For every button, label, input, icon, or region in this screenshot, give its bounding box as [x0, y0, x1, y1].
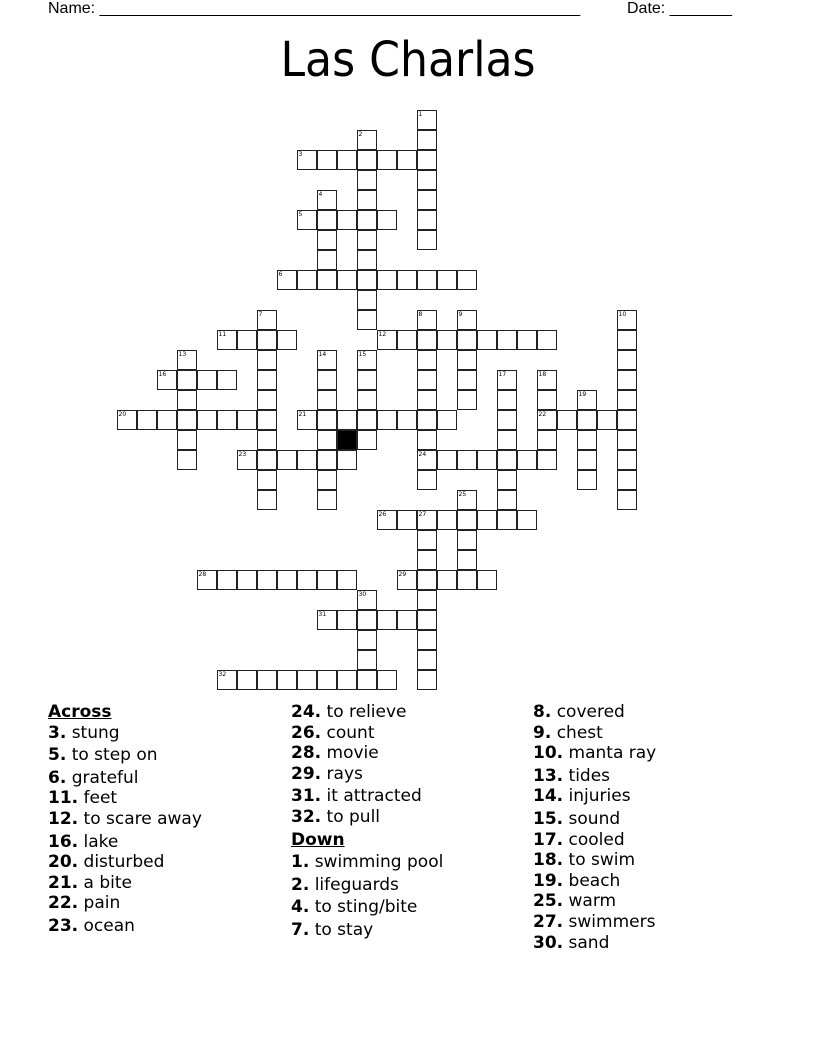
grid-cell[interactable] — [457, 350, 477, 370]
grid-cell[interactable] — [617, 310, 637, 330]
grid-cell[interactable] — [297, 450, 317, 470]
grid-cell[interactable] — [537, 330, 557, 350]
grid-cell[interactable] — [317, 670, 337, 690]
grid-cell[interactable] — [357, 370, 377, 390]
grid-cell[interactable] — [577, 450, 597, 470]
grid-cell[interactable] — [437, 570, 457, 590]
grid-cell[interactable] — [357, 250, 377, 270]
grid-cell[interactable] — [417, 190, 437, 210]
clue-number: 14 — [318, 350, 327, 358]
clue-number: 6 — [278, 270, 283, 278]
grid-cell[interactable] — [337, 150, 357, 170]
clue-across-6: 6. grateful — [48, 767, 139, 788]
grid-cell[interactable] — [417, 570, 437, 590]
grid-cell[interactable] — [297, 270, 317, 290]
grid-cell[interactable] — [297, 670, 317, 690]
grid-cell[interactable] — [257, 310, 277, 330]
clue-number: 18 — [538, 370, 547, 378]
grid-cell[interactable] — [357, 150, 377, 170]
grid-cell[interactable] — [337, 410, 357, 430]
grid-cell[interactable] — [257, 410, 277, 430]
clues-column-1 — [48, 702, 202, 937]
clue-number: 28 — [198, 570, 207, 578]
grid-cell[interactable] — [337, 610, 357, 630]
grid-cell[interactable] — [457, 270, 477, 290]
grid-cell[interactable] — [477, 330, 497, 350]
grid-cell[interactable] — [357, 270, 377, 290]
grid-cell[interactable] — [257, 570, 277, 590]
clue-number: 2 — [358, 130, 363, 138]
grid-cell[interactable] — [517, 330, 537, 350]
grid-cell[interactable] — [377, 150, 397, 170]
grid-cell[interactable] — [177, 410, 197, 430]
grid-cell[interactable] — [337, 450, 357, 470]
grid-cell[interactable] — [377, 330, 397, 350]
grid-cell[interactable] — [417, 430, 437, 450]
clue-number: 31 — [318, 610, 327, 618]
grid-cell[interactable] — [397, 330, 417, 350]
grid-cell[interactable] — [417, 350, 437, 370]
clue-down-19: 19. beach — [533, 870, 621, 891]
grid-cell[interactable] — [317, 450, 337, 470]
grid-cell[interactable] — [257, 330, 277, 350]
clue-down-17: 17. cooled — [533, 829, 625, 850]
grid-cell[interactable] — [317, 370, 337, 390]
grid-cell[interactable] — [337, 570, 357, 590]
clue-across-16: 16. lake — [48, 831, 119, 852]
grid-cell[interactable] — [497, 510, 517, 530]
clue-across-21: 21. a bite — [48, 872, 132, 893]
clue-across-12: 12. to scare away — [48, 808, 202, 829]
grid-cell[interactable] — [417, 150, 437, 170]
grid-cell[interactable] — [617, 470, 637, 490]
grid-cell[interactable] — [457, 550, 477, 570]
grid-cell[interactable] — [377, 410, 397, 430]
grid-cell[interactable] — [257, 350, 277, 370]
grid-cell[interactable] — [577, 430, 597, 450]
grid-cell[interactable] — [417, 550, 437, 570]
grid-cell[interactable] — [257, 390, 277, 410]
grid-cell[interactable] — [417, 630, 437, 650]
grid-cell[interactable] — [617, 410, 637, 430]
grid-cell[interactable] — [197, 570, 217, 590]
grid-cell[interactable] — [217, 410, 237, 430]
grid-cell[interactable] — [457, 510, 477, 530]
clue-across-3: 3. stung — [48, 722, 120, 743]
clue-number: 7 — [258, 310, 263, 318]
clue-down-2: 2. lifeguards — [291, 874, 399, 895]
grid-cell[interactable] — [417, 410, 437, 430]
grid-cell[interactable] — [237, 570, 257, 590]
grid-cell[interactable] — [237, 670, 257, 690]
clue-number: 32 — [218, 670, 227, 678]
grid-cell[interactable] — [417, 390, 437, 410]
clue-number: 26 — [378, 510, 387, 518]
grid-cell[interactable] — [317, 390, 337, 410]
grid-cell[interactable] — [257, 670, 277, 690]
grid-cell[interactable] — [417, 210, 437, 230]
clue-number: 21 — [298, 410, 307, 418]
grid-cell[interactable] — [357, 210, 377, 230]
grid-cell[interactable] — [417, 510, 437, 530]
grid-cell[interactable] — [357, 630, 377, 650]
grid-cell[interactable] — [277, 450, 297, 470]
grid-cell[interactable] — [457, 450, 477, 470]
grid-cell[interactable] — [357, 290, 377, 310]
grid-cell[interactable] — [157, 370, 177, 390]
grid-cell[interactable] — [357, 390, 377, 410]
grid-cell[interactable] — [597, 410, 617, 430]
grid-cell[interactable] — [557, 410, 577, 430]
grid-cell[interactable] — [617, 490, 637, 510]
grid-cell[interactable] — [497, 450, 517, 470]
clues-column-2 — [291, 702, 443, 941]
grid-cell[interactable] — [297, 150, 317, 170]
clue-down-15: 15. sound — [533, 808, 621, 829]
grid-cell[interactable] — [357, 650, 377, 670]
grid-cell[interactable] — [277, 330, 297, 350]
grid-cell[interactable] — [457, 330, 477, 350]
clue-down-9: 9. chest — [533, 722, 603, 743]
grid-cell[interactable] — [397, 510, 417, 530]
clue-number: 27 — [418, 510, 427, 518]
clue-down-8: 8. covered — [533, 702, 625, 722]
grid-cell[interactable] — [497, 410, 517, 430]
grid-cell[interactable] — [417, 230, 437, 250]
grid-cell[interactable] — [537, 430, 557, 450]
clue-number: 17 — [498, 370, 507, 378]
grid-cell[interactable] — [497, 330, 517, 350]
clue-number: 29 — [398, 570, 407, 578]
grid-cell[interactable] — [417, 470, 437, 490]
grid-cell[interactable] — [217, 670, 237, 690]
grid-cell[interactable] — [577, 470, 597, 490]
grid-cell[interactable] — [537, 410, 557, 430]
grid-cell[interactable] — [357, 170, 377, 190]
grid-cell[interactable] — [237, 450, 257, 470]
grid-cell[interactable] — [237, 330, 257, 350]
grid-cell[interactable] — [297, 570, 317, 590]
grid-cell[interactable] — [317, 430, 337, 450]
grid-cell[interactable] — [317, 250, 337, 270]
grid-cell[interactable] — [457, 390, 477, 410]
grid-cell[interactable] — [377, 210, 397, 230]
grid-cell[interactable] — [357, 430, 377, 450]
grid-cell[interactable] — [477, 450, 497, 470]
grid-cell[interactable] — [317, 230, 337, 250]
grid-cell[interactable] — [317, 570, 337, 590]
grid-cell[interactable] — [357, 230, 377, 250]
grid-cell[interactable] — [177, 390, 197, 410]
grid-cell[interactable] — [477, 570, 497, 590]
grid-cell[interactable] — [297, 210, 317, 230]
grid-cell[interactable] — [337, 210, 357, 230]
grid-cell[interactable] — [317, 210, 337, 230]
grid-cell[interactable] — [617, 430, 637, 450]
clue-number: 9 — [458, 310, 463, 318]
grid-cell[interactable] — [197, 410, 217, 430]
grid-cell[interactable] — [117, 410, 137, 430]
grid-cell[interactable] — [417, 170, 437, 190]
grid-cell[interactable] — [437, 330, 457, 350]
grid-cell[interactable] — [357, 190, 377, 210]
grid-cell[interactable] — [437, 270, 457, 290]
clue-across-31: 31. it attracted — [291, 786, 422, 807]
grid-cell[interactable] — [497, 390, 517, 410]
clue-across-11: 11. feet — [48, 788, 118, 809]
grid-cell[interactable] — [497, 490, 517, 510]
grid-cell[interactable] — [257, 470, 277, 490]
grid-cell[interactable] — [377, 610, 397, 630]
grid-cell[interactable] — [277, 670, 297, 690]
black-cell — [337, 430, 357, 450]
grid-cell[interactable] — [617, 450, 637, 470]
grid-cell[interactable] — [457, 570, 477, 590]
grid-cell[interactable] — [317, 190, 337, 210]
clues-column-3 — [533, 702, 656, 953]
grid-cell[interactable] — [357, 590, 377, 610]
grid-cell[interactable] — [317, 350, 337, 370]
page-title: Las Charlas — [280, 32, 536, 88]
grid-cell[interactable] — [377, 270, 397, 290]
grid-cell[interactable] — [357, 310, 377, 330]
clue-number: 1 — [418, 110, 423, 118]
clue-across-26: 26. count — [291, 722, 375, 743]
grid-cell[interactable] — [457, 530, 477, 550]
grid-cell[interactable] — [317, 490, 337, 510]
grid-cell[interactable] — [457, 310, 477, 330]
grid-cell[interactable] — [417, 670, 437, 690]
clue-number: 10 — [618, 310, 627, 318]
clue-number: 16 — [158, 370, 167, 378]
clue-number: 13 — [178, 350, 187, 358]
grid-cell[interactable] — [617, 330, 637, 350]
grid-cell[interactable] — [537, 450, 557, 470]
grid-cell[interactable] — [157, 410, 177, 430]
grid-cell[interactable] — [417, 450, 437, 470]
grid-cell[interactable] — [577, 410, 597, 430]
clue-across-22: 22. pain — [48, 893, 121, 914]
grid-cell[interactable] — [537, 370, 557, 390]
clue-across-23: 23. ocean — [48, 915, 135, 936]
grid-cell[interactable] — [217, 370, 237, 390]
grid-cell[interactable] — [477, 510, 497, 530]
clue-down-10: 10. manta ray — [533, 743, 657, 764]
grid-cell[interactable] — [417, 650, 437, 670]
clue-down-4: 4. to sting/bite — [291, 897, 418, 918]
grid-cell[interactable] — [497, 470, 517, 490]
clue-number: 12 — [378, 330, 387, 338]
grid-cell[interactable] — [617, 370, 637, 390]
grid-cell[interactable] — [397, 150, 417, 170]
clue-down-25: 25. warm — [533, 891, 617, 912]
grid-cell[interactable] — [437, 450, 457, 470]
grid-cell[interactable] — [577, 390, 597, 410]
clue-number: 22 — [538, 410, 547, 418]
grid-cell[interactable] — [177, 450, 197, 470]
grid-cell[interactable] — [357, 130, 377, 150]
grid-cell[interactable] — [377, 670, 397, 690]
clue-across-24: 24. to relieve — [291, 702, 407, 722]
clue-number: 23 — [238, 450, 247, 458]
grid-cell[interactable] — [297, 410, 317, 430]
grid-cell[interactable] — [457, 370, 477, 390]
clue-number: 24 — [418, 450, 427, 458]
grid-cell[interactable] — [237, 410, 257, 430]
grid-cell[interactable] — [457, 490, 477, 510]
grid-cell[interactable] — [437, 410, 457, 430]
grid-cell[interactable] — [437, 510, 457, 530]
clue-number: 5 — [298, 210, 303, 218]
grid-cell[interactable] — [357, 410, 377, 430]
grid-cell[interactable] — [397, 610, 417, 630]
grid-cell[interactable] — [317, 150, 337, 170]
clue-across-28: 28. movie — [291, 743, 379, 764]
grid-cell[interactable] — [417, 330, 437, 350]
grid-cell[interactable] — [337, 670, 357, 690]
clue-down-7: 7. to stay — [291, 919, 374, 940]
grid-cell[interactable] — [357, 350, 377, 370]
grid-cell[interactable] — [397, 410, 417, 430]
down-header: Down — [291, 829, 345, 850]
grid-cell[interactable] — [357, 670, 377, 690]
grid-cell[interactable] — [377, 510, 397, 530]
grid-cell[interactable] — [397, 570, 417, 590]
grid-cell[interactable] — [537, 390, 557, 410]
grid-cell[interactable] — [417, 270, 437, 290]
grid-cell[interactable] — [517, 510, 537, 530]
grid-cell[interactable] — [217, 330, 237, 350]
grid-cell[interactable] — [337, 270, 357, 290]
clue-down-13: 13. tides — [533, 765, 611, 786]
clue-down-27: 27. swimmers — [533, 911, 656, 932]
clue-down-18: 18. to swim — [533, 850, 636, 871]
clue-across-5: 5. to step on — [48, 745, 158, 766]
grid-cell[interactable] — [197, 370, 217, 390]
grid-cell[interactable] — [417, 610, 437, 630]
grid-cell[interactable] — [417, 530, 437, 550]
grid-cell[interactable] — [617, 350, 637, 370]
grid-cell[interactable] — [497, 430, 517, 450]
grid-cell[interactable] — [417, 370, 437, 390]
grid-cell[interactable] — [397, 270, 417, 290]
clue-number: 3 — [298, 150, 303, 158]
grid-cell[interactable] — [317, 410, 337, 430]
across-header: Across — [48, 702, 112, 722]
grid-cell[interactable] — [277, 570, 297, 590]
grid-cell[interactable] — [137, 410, 157, 430]
clue-number: 20 — [118, 410, 127, 418]
clue-number: 30 — [358, 590, 367, 598]
clue-number: 25 — [458, 490, 467, 498]
grid-cell[interactable] — [277, 270, 297, 290]
grid-cell[interactable] — [317, 610, 337, 630]
clue-across-29: 29. rays — [291, 763, 363, 784]
clue-across-32: 32. to pull — [291, 806, 381, 827]
grid-cell[interactable] — [357, 610, 377, 630]
clue-down-30: 30. sand — [533, 932, 610, 953]
grid-cell[interactable] — [257, 370, 277, 390]
grid-cell[interactable] — [257, 450, 277, 470]
grid-cell[interactable] — [417, 130, 437, 150]
grid-cell[interactable] — [257, 430, 277, 450]
clue-down-1: 1. swimming pool — [291, 852, 444, 873]
clue-number: 19 — [578, 390, 587, 398]
grid-cell[interactable] — [257, 490, 277, 510]
grid-cell[interactable] — [177, 370, 197, 390]
grid-cell[interactable] — [417, 590, 437, 610]
grid-cell[interactable] — [177, 350, 197, 370]
clue-number: 11 — [218, 330, 227, 338]
clue-across-20: 20. disturbed — [48, 852, 165, 873]
clue-number: 4 — [318, 190, 323, 198]
grid-cell[interactable] — [317, 270, 337, 290]
grid-cell[interactable] — [517, 450, 537, 470]
clue-number: 8 — [418, 310, 423, 318]
grid-cell[interactable] — [217, 570, 237, 590]
grid-cell[interactable] — [417, 310, 437, 330]
grid-cell[interactable] — [417, 110, 437, 130]
clue-down-14: 14. injuries — [533, 786, 631, 807]
grid-cell[interactable] — [177, 430, 197, 450]
name-field-label: Name: ______________________________________________________ — [48, 0, 581, 17]
clue-number: 15 — [358, 350, 367, 358]
grid-cell[interactable] — [317, 470, 337, 490]
grid-cell[interactable] — [497, 370, 517, 390]
date-field-label: Date: _______ — [627, 0, 732, 17]
grid-cell[interactable] — [617, 390, 637, 410]
